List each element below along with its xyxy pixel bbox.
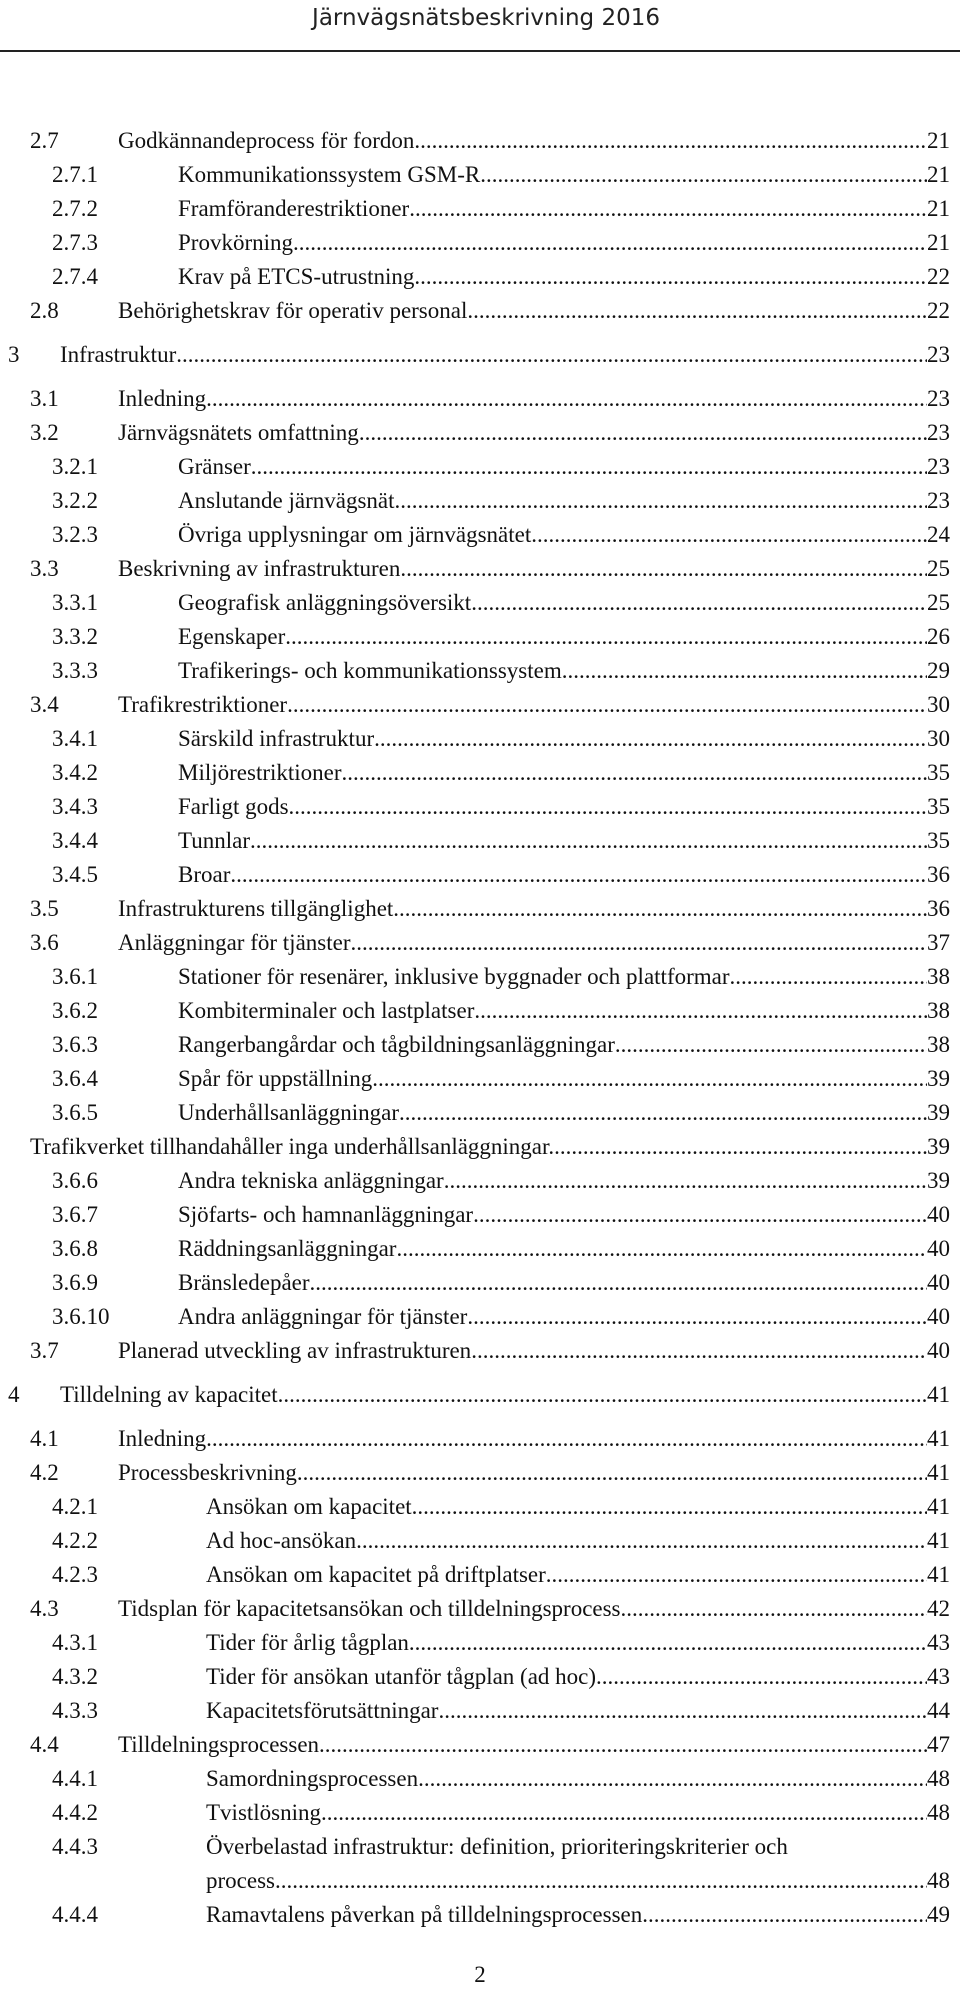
toc-entry-number: 3.2.3 — [52, 522, 98, 547]
toc-leader-dots — [399, 1096, 927, 1130]
toc-entry[interactable] — [30, 1660, 950, 1694]
toc-entry-page: 41 — [927, 1460, 950, 1485]
toc-leader-dots — [206, 382, 927, 416]
toc-entry-number: 3.6.1 — [52, 964, 98, 989]
toc-leader-dots — [176, 338, 927, 372]
toc-entry-title: Inledning — [118, 1426, 207, 1451]
toc-entry[interactable] — [30, 1830, 950, 1893]
toc-entry-page: 38 — [927, 964, 950, 989]
toc-entry-page: 36 — [927, 862, 950, 887]
toc-entry[interactable] — [30, 858, 950, 892]
toc-entry[interactable] — [8, 338, 950, 372]
toc-leader-dots — [554, 1130, 927, 1164]
toc-entry-page: 22 — [927, 264, 950, 289]
toc-entry-title: Rangerbangårdar och tågbildningsanläggningar — [178, 1032, 615, 1057]
toc-entry[interactable] — [30, 1198, 950, 1232]
toc-entry-page: 41 — [927, 1562, 950, 1587]
toc-entry[interactable] — [30, 1266, 950, 1300]
toc-entry-number: 2.7.3 — [52, 230, 98, 255]
page-number: 2 — [474, 1962, 486, 1987]
toc-leader-dots — [393, 892, 927, 926]
toc-entry[interactable] — [30, 1300, 950, 1334]
toc-entry-title: Underhållsanläggningar — [178, 1100, 399, 1125]
toc-leader-dots — [230, 858, 927, 892]
toc-leader-dots — [372, 1062, 927, 1096]
toc-entry[interactable] — [30, 518, 950, 552]
toc-entry-title: Kapacitetsförutsättningar — [206, 1698, 439, 1723]
toc-entry-number: 4.4.2 — [52, 1800, 98, 1825]
toc-leader-dots — [409, 1626, 927, 1660]
toc-leader-dots — [287, 688, 927, 722]
toc-entry-title: Broar — [178, 862, 231, 887]
toc-entry-number: 4.3.3 — [52, 1698, 98, 1723]
toc-leader-dots — [359, 416, 927, 450]
toc-leader-dots — [730, 960, 927, 994]
toc-entry-page: 21 — [927, 196, 950, 221]
toc-leader-dots — [356, 1524, 927, 1558]
toc-leader-dots — [289, 790, 927, 824]
toc-entry-title: Tilldelning av kapacitet — [60, 1382, 278, 1407]
toc-entry[interactable] — [30, 158, 950, 192]
toc-entry-title: Planerad utveckling av infrastrukturen — [118, 1338, 472, 1363]
toc-leader-dots — [293, 226, 927, 260]
toc-entry-number: 4.2 — [30, 1460, 59, 1485]
toc-entry[interactable] — [30, 1334, 950, 1368]
toc-entry-title: Behörighetskrav för operativ personal — [118, 298, 468, 323]
toc-entry-number: 2.7.2 — [52, 196, 98, 221]
toc-leader-dots — [596, 1660, 927, 1694]
toc-entry-title: Trafikrestriktioner — [118, 692, 288, 717]
toc-entry-page: 30 — [927, 726, 950, 751]
toc-entry-title: Samordningsprocessen — [206, 1766, 419, 1791]
toc-entry-title: Tvistlösning — [206, 1800, 322, 1825]
toc-entry-number: 3.3.2 — [52, 624, 98, 649]
toc-entry-page: 23 — [927, 342, 950, 367]
toc-leader-dots — [471, 586, 927, 620]
toc-entry-title: Sjöfarts- och hamnanläggningar — [178, 1202, 474, 1227]
toc-entry-page: 36 — [927, 896, 950, 921]
toc-entry-number: 3.6.6 — [52, 1168, 98, 1193]
toc-leader-dots — [374, 722, 927, 756]
toc-entry-title: process — [206, 1868, 275, 1893]
toc-leader-dots — [414, 260, 927, 294]
toc-entry-page: 30 — [927, 692, 950, 717]
toc-entry[interactable] — [30, 416, 950, 450]
toc-entry[interactable] — [8, 1378, 950, 1412]
toc-leader-dots — [206, 1422, 927, 1456]
toc-entry-page: 40 — [927, 1202, 950, 1227]
toc-leader-dots — [285, 620, 927, 654]
toc-entry-title: Järnvägsnätets omfattning — [118, 420, 359, 445]
toc-entry-page: 40 — [927, 1270, 950, 1295]
toc-entry-title: Tider för årlig tågplan — [206, 1630, 409, 1655]
toc-leader-dots — [471, 1334, 927, 1368]
toc-entry-number: 2.7.1 — [52, 162, 98, 187]
toc-entry-title: Egenskaper — [178, 624, 286, 649]
toc-entry[interactable] — [30, 926, 950, 960]
toc-entry[interactable] — [30, 294, 950, 328]
toc-entry-number: 3.1 — [30, 386, 59, 411]
toc-entry-title: Kombiterminaler och lastplatser — [178, 998, 475, 1023]
toc-entry-page: 41 — [927, 1494, 950, 1519]
toc-entry-number: 3.4.3 — [52, 794, 98, 819]
toc-leader-dots — [321, 1796, 927, 1830]
toc-entry-page: 23 — [927, 420, 950, 445]
toc-entry-number: 4.1 — [30, 1426, 59, 1451]
toc-entry-page: 40 — [927, 1236, 950, 1261]
toc-entry[interactable] — [30, 1422, 950, 1456]
toc-entry-page: 25 — [927, 590, 950, 615]
toc-leader-dots — [275, 1864, 927, 1898]
toc-entry-number: 4.4.1 — [52, 1766, 98, 1791]
toc-entry-title: Infrastrukturens tillgänglighet — [118, 896, 394, 921]
toc-entry[interactable] — [30, 960, 950, 994]
toc-entry-number: 4.4.3 — [52, 1834, 98, 1859]
toc-leader-dots — [474, 994, 927, 1028]
toc-entry-page: 39 — [927, 1168, 950, 1193]
toc-entry-page: 48 — [927, 1800, 950, 1825]
toc-entry-title: Tider för ansökan utanför tågplan (ad hoc) — [206, 1664, 597, 1689]
toc-leader-dots — [396, 1232, 927, 1266]
toc-entry[interactable] — [30, 260, 950, 294]
toc-entry-page: 22 — [927, 298, 950, 323]
toc-entry[interactable] — [30, 1232, 950, 1266]
toc-entry[interactable] — [30, 1796, 950, 1830]
toc-entry-number: 2.7 — [30, 128, 59, 153]
toc-entry-title: Tidsplan för kapacitetsansökan och tilldelningsprocess — [118, 1596, 621, 1621]
toc-entry[interactable] — [30, 1626, 950, 1660]
toc-entry[interactable] — [30, 892, 950, 926]
toc-entry-number: 4 — [8, 1382, 20, 1407]
toc-entry-page: 48 — [927, 1766, 950, 1791]
toc-leader-dots — [342, 756, 927, 790]
toc-entry[interactable] — [30, 994, 950, 1028]
toc-entry-number: 3.4.5 — [52, 862, 98, 887]
toc-entry-number: 4.3 — [30, 1596, 59, 1621]
toc-entry-title: Godkännandeprocess för fordon — [118, 128, 415, 153]
toc-entry[interactable] — [30, 1490, 950, 1524]
toc-leader-dots — [438, 1694, 927, 1728]
toc-entry-page: 38 — [927, 1032, 950, 1057]
toc-entry-title: Övriga upplysningar om järnvägsnätet — [178, 522, 532, 547]
toc-entry[interactable] — [30, 654, 950, 688]
toc-entry-title: Anläggningar för tjänster — [118, 930, 351, 955]
toc-entry-page: 23 — [927, 454, 950, 479]
toc-entry-title: Anslutande järnvägsnät — [178, 488, 395, 513]
toc-entry-title: Ad hoc-ansökan — [206, 1528, 357, 1553]
toc-entry-number: 3.3.1 — [52, 590, 98, 615]
toc-entry-page: 29 — [927, 658, 950, 683]
toc-entry-page: 41 — [927, 1528, 950, 1553]
toc-leader-dots — [531, 518, 927, 552]
toc-entry-page: 24 — [927, 522, 950, 547]
toc-entry-title: Spår för uppställning — [178, 1066, 373, 1091]
toc-entry-number: 3.6.4 — [52, 1066, 98, 1091]
toc-entry-number: 3.2.1 — [52, 454, 98, 479]
toc-leader-dots — [615, 1028, 927, 1062]
toc-entry[interactable] — [30, 1130, 950, 1164]
toc-entry[interactable] — [30, 1592, 950, 1626]
toc-entry-number: 4.4.4 — [52, 1902, 98, 1927]
toc-entry[interactable] — [30, 688, 950, 722]
toc-leader-dots — [546, 1558, 927, 1592]
toc-entry[interactable] — [30, 1456, 950, 1490]
toc-leader-dots — [562, 654, 927, 688]
toc-entry-page: 21 — [927, 230, 950, 255]
toc-entry-title: Infrastruktur — [60, 342, 177, 367]
toc-entry[interactable] — [30, 1694, 950, 1728]
toc-entry[interactable] — [30, 1062, 950, 1096]
toc-entry-title: Ramavtalens påverkan på tilldelningsprocessen — [206, 1902, 643, 1927]
toc-entry[interactable] — [30, 484, 950, 518]
toc-entry-number: 3.4.4 — [52, 828, 98, 853]
toc-entry-page: 39 — [927, 1066, 950, 1091]
toc-entry-number: 3.6.10 — [52, 1304, 110, 1329]
toc-entry[interactable] — [30, 1898, 950, 1932]
toc-entry-number: 4.2.2 — [52, 1528, 98, 1553]
toc-entry-title: Särskild infrastruktur — [178, 726, 375, 751]
toc-entry-title: Gränser — [178, 454, 251, 479]
toc-entry-title: Tilldelningsprocessen — [118, 1732, 320, 1757]
header-rule — [0, 50, 960, 52]
toc-entry[interactable] — [30, 1164, 950, 1198]
toc-entry-page: 47 — [927, 1732, 950, 1757]
toc-entry-number: 3.5 — [30, 896, 59, 921]
toc-entry-page: 41 — [927, 1382, 950, 1407]
toc-entry[interactable] — [30, 1762, 950, 1796]
toc-entry-page: 39 — [927, 1100, 950, 1125]
toc-leader-dots — [278, 1378, 927, 1412]
toc-entry-title: Kommunikationssystem GSM-R — [178, 162, 481, 187]
toc-entry-page: 40 — [927, 1304, 950, 1329]
toc-entry-number: 3.3 — [30, 556, 59, 581]
toc-entry-title: Provkörning — [178, 230, 293, 255]
toc-entry[interactable] — [30, 450, 950, 484]
toc-entry[interactable] — [30, 1524, 950, 1558]
toc-entry-number: 2.8 — [30, 298, 59, 323]
toc-leader-dots — [400, 552, 927, 586]
toc-leader-dots — [418, 1762, 927, 1796]
running-header-title: Järnvägsnätsbeskrivning 2016 — [312, 5, 660, 31]
toc-entry-number: 3.2 — [30, 420, 59, 445]
toc-entry[interactable] — [30, 790, 950, 824]
toc-leader-dots — [621, 1592, 927, 1626]
toc-entry-page: 25 — [927, 556, 950, 581]
toc-entry-page: 35 — [927, 828, 950, 853]
toc-entry-number: 3.4 — [30, 692, 59, 717]
toc-leader-dots — [310, 1266, 927, 1300]
toc-entry-number: 2.7.4 — [52, 264, 98, 289]
toc-entry[interactable] — [30, 124, 950, 158]
toc-entry-page: 26 — [927, 624, 950, 649]
toc-entry-page: 48 — [927, 1868, 950, 1893]
toc-entry-page: 38 — [927, 998, 950, 1023]
toc-entry-page: 21 — [927, 162, 950, 187]
toc-entry-page: 40 — [927, 1338, 950, 1363]
toc-leader-dots — [467, 1300, 927, 1334]
toc-entry[interactable] — [30, 756, 950, 790]
toc-entry-page: 35 — [927, 794, 950, 819]
toc-leader-dots — [251, 450, 927, 484]
toc-entry-title: Stationer för resenärer, inklusive byggnader och plattformar — [178, 964, 730, 989]
toc-entry-number: 3.2.2 — [52, 488, 98, 513]
toc-entry-title: Ansökan om kapacitet — [206, 1494, 412, 1519]
toc-entry-number: 4.3.2 — [52, 1664, 98, 1689]
toc-entry-title: Farligt gods — [178, 794, 289, 819]
toc-entry-number: 3.6.9 — [52, 1270, 98, 1295]
toc-entry[interactable] — [30, 1096, 950, 1130]
toc-entry-number: 3.6.8 — [52, 1236, 98, 1261]
toc-entry-page: 43 — [927, 1664, 950, 1689]
toc-entry-page: 21 — [927, 128, 950, 153]
toc-entry-title: Beskrivning av infrastrukturen — [118, 556, 401, 581]
toc-leader-dots — [414, 124, 927, 158]
toc-entry-number: 4.3.1 — [52, 1630, 98, 1655]
toc-entry-title: Överbelastad infrastruktur: definition, prioriteringskriterier och — [206, 1834, 788, 1859]
toc-entry-page: 43 — [927, 1630, 950, 1655]
toc-entry-page: 49 — [927, 1902, 950, 1927]
toc-entry-title: Miljörestriktioner — [178, 760, 342, 785]
toc-leader-dots — [473, 1198, 927, 1232]
toc-entry-title: Framföranderestriktioner — [178, 196, 410, 221]
toc-leader-dots — [412, 1490, 927, 1524]
toc-entry[interactable] — [30, 1028, 950, 1062]
toc-entry-title: Ansökan om kapacitet på driftplatser — [206, 1562, 546, 1587]
toc-entry-page: 35 — [927, 760, 950, 785]
toc-entry-title: Processbeskrivning — [118, 1460, 297, 1485]
toc-entry-number: 3.3.3 — [52, 658, 98, 683]
toc-leader-dots — [319, 1728, 927, 1762]
toc-entry-title: Bränsledepåer — [178, 1270, 310, 1295]
toc-entry-number: 4.2.1 — [52, 1494, 98, 1519]
toc-entry-title: Inledning — [118, 386, 207, 411]
toc-entry-title: Tunnlar — [178, 828, 250, 853]
toc-entry-number: 3.6.5 — [52, 1100, 98, 1125]
running-header — [0, 0, 960, 54]
toc-entry-title: Krav på ETCS-utrustning — [178, 264, 415, 289]
toc-leader-dots — [395, 484, 927, 518]
toc-entry-title: Räddningsanläggningar — [178, 1236, 397, 1261]
toc-entry[interactable] — [30, 824, 950, 858]
toc-entry[interactable] — [30, 1728, 950, 1762]
toc-entry[interactable] — [30, 382, 950, 416]
toc-entry-number: 3.6.2 — [52, 998, 98, 1023]
toc-entry-number: 3.6.3 — [52, 1032, 98, 1057]
toc-entry[interactable] — [30, 552, 950, 586]
toc-entry[interactable] — [30, 722, 950, 756]
toc-entry-number: 4.2.3 — [52, 1562, 98, 1587]
toc-entry[interactable] — [30, 192, 950, 226]
toc-entry-title: Andra tekniska anläggningar — [178, 1168, 444, 1193]
toc-entry-number: 3 — [8, 342, 20, 367]
toc-entry-title: Geografisk anläggningsöversikt — [178, 590, 472, 615]
toc-leader-dots — [350, 926, 927, 960]
toc-entry-number: 3.4.1 — [52, 726, 98, 751]
toc-entry-page: 23 — [927, 488, 950, 513]
toc-entry[interactable] — [30, 226, 950, 260]
toc-entry-number: 3.7 — [30, 1338, 59, 1363]
toc-entry-title: Trafikverket tillhandahåller inga underhållsanläggningar. — [30, 1134, 555, 1159]
toc-entry-page: 23 — [927, 386, 950, 411]
toc-leader-dots — [444, 1164, 927, 1198]
toc-leader-dots — [480, 158, 927, 192]
toc-leader-dots — [297, 1456, 927, 1490]
toc-entry-number: 3.6.7 — [52, 1202, 98, 1227]
toc-entry[interactable] — [30, 1558, 950, 1592]
toc-entry-page: 42 — [927, 1596, 950, 1621]
toc-entry-page: 41 — [927, 1426, 950, 1451]
toc-entry-page: 44 — [927, 1698, 950, 1723]
toc-entry-number: 3.6 — [30, 930, 59, 955]
toc-entry-number: 4.4 — [30, 1732, 59, 1757]
toc-leader-dots — [409, 192, 927, 226]
toc-leader-dots — [642, 1898, 927, 1932]
toc-entry-page: 37 — [927, 930, 950, 955]
toc-entry[interactable] — [30, 620, 950, 654]
toc-entry-number: 3.4.2 — [52, 760, 98, 785]
toc-entry-title: Trafikerings- och kommunikationssystem — [178, 658, 562, 683]
toc-leader-dots — [467, 294, 927, 328]
toc-entry-title: Andra anläggningar för tjänster — [178, 1304, 468, 1329]
toc-entry[interactable] — [30, 586, 950, 620]
toc-leader-dots — [250, 824, 927, 858]
toc-entry-page: 39 — [927, 1134, 950, 1159]
